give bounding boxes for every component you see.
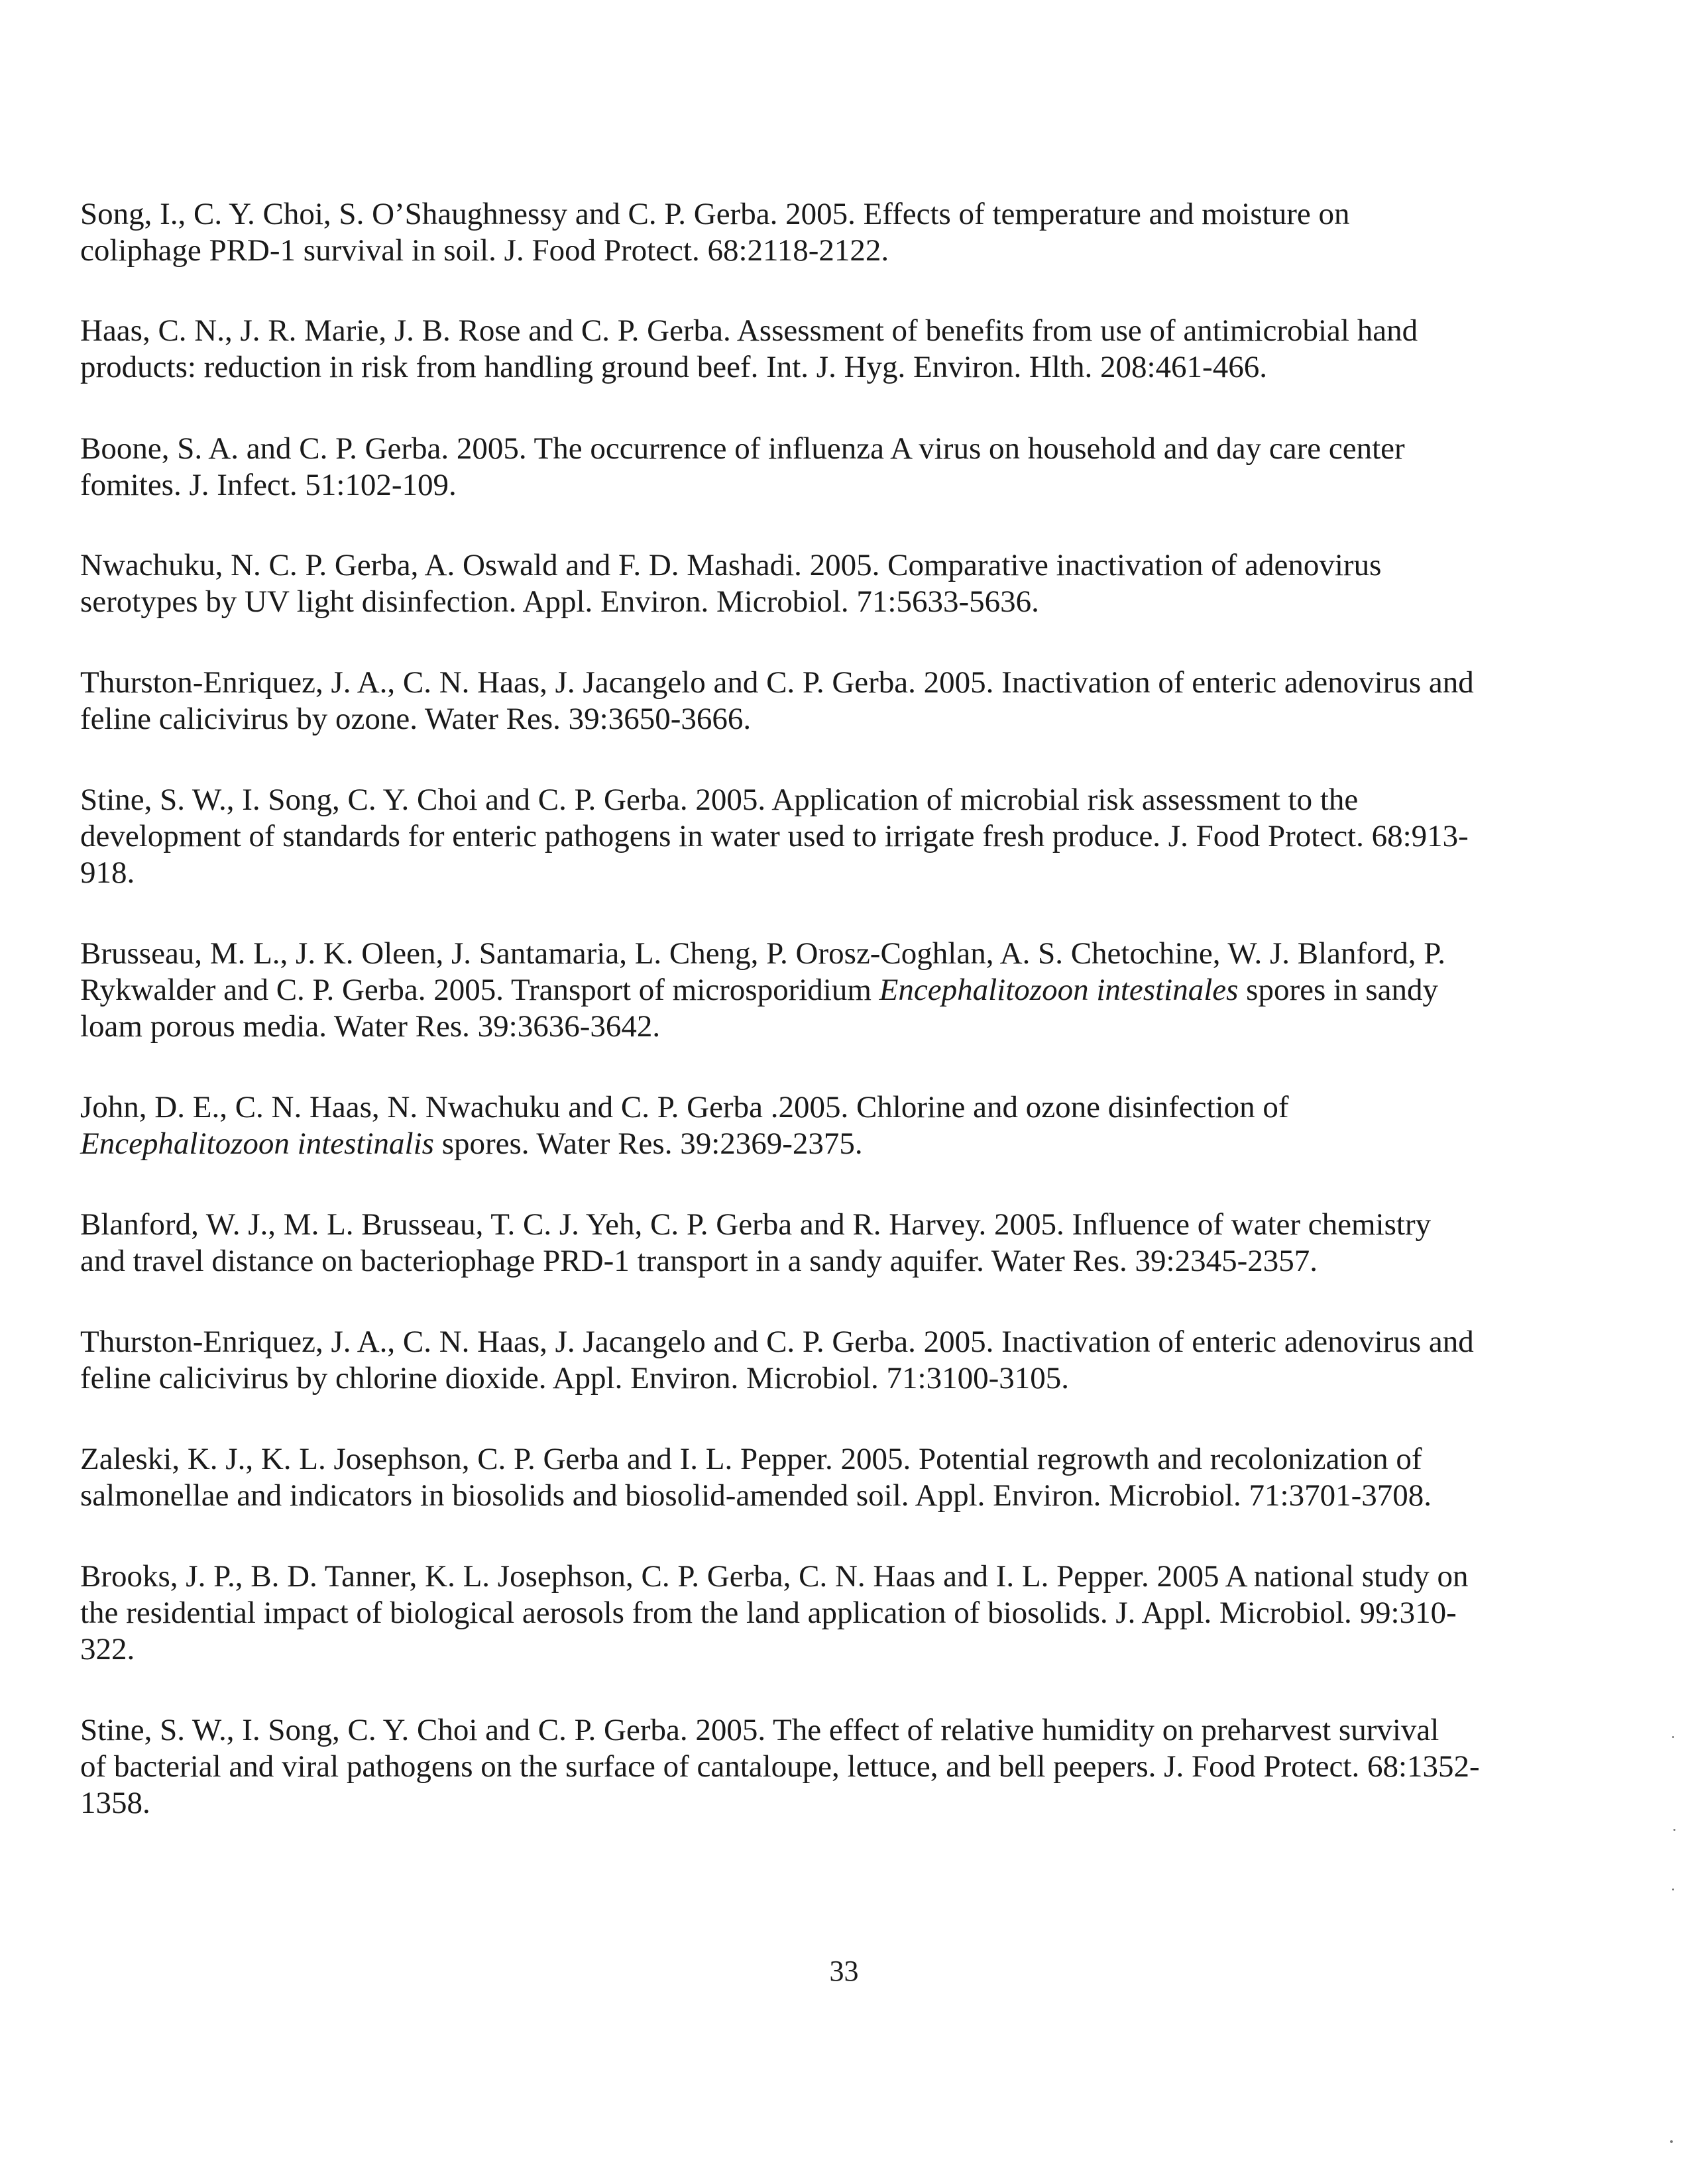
reference-entry [80, 1558, 1571, 1668]
reference-line-part: Rykwalder and C. P. Gerba. 2005. Transport of microsporidium [80, 973, 879, 1007]
scan-speck [1673, 1829, 1675, 1831]
reference-line: John, D. E., C. N. Haas, N. Nwachuku and C. P. Gerba .2005. Chlorine and ozone disinfection of [80, 1090, 1289, 1124]
reference-line: 322. [80, 1632, 135, 1666]
reference-line: Brusseau, M. L., J. K. Oleen, J. Santamaria, L. Cheng, P. Orosz-Coghlan, A. S. Chetochine, W. J. Blanford, P. [80, 936, 1445, 971]
reference-entry [80, 665, 1571, 737]
reference-entry [80, 547, 1571, 620]
reference-entry [80, 1089, 1571, 1162]
reference-line: 918. [80, 855, 135, 890]
reference-line: 1358. [80, 1786, 150, 1820]
scan-speck [1670, 2140, 1673, 2143]
reference-line: Stine, S. W., I. Song, C. Y. Choi and C. P. Gerba. 2005. Application of microbial risk assessment to the [80, 783, 1359, 817]
reference-line: Nwachuku, N. C. P. Gerba, A. Oswald and F. D. Mashadi. 2005. Comparative inactivation of adenovirus [80, 548, 1382, 582]
reference-line: Boone, S. A. and C. P. Gerba. 2005. The occurrence of influenza A virus on household and day care center [80, 431, 1405, 466]
reference-entry [80, 782, 1571, 891]
page-number: 33 [829, 1955, 859, 1987]
reference-line: feline calicivirus by ozone. Water Res. 39:3650-3666. [80, 702, 752, 736]
reference-entry [80, 431, 1571, 504]
reference-line: serotypes by UV light disinfection. Appl. Environ. Microbiol. 71:5633-5636. [80, 584, 1039, 619]
reference-line: Thurston-Enriquez, J. A., C. N. Haas, J. Jacangelo and C. P. Gerba. 2005. Inactivation of enteric adenovirus and [80, 1325, 1474, 1359]
reference-entry [80, 196, 1571, 269]
scan-speck [1672, 1888, 1674, 1890]
reference-entry [80, 1712, 1571, 1822]
reference-entry [80, 313, 1571, 386]
species-name-italic: Encephalitozoon intestinales [879, 973, 1239, 1007]
reference-line: feline calicivirus by chlorine dioxide. Appl. Environ. Microbiol. 71:3100-3105. [80, 1361, 1069, 1395]
reference-line: salmonellae and indicators in biosolids and biosolid-amended soil. Appl. Environ. Microbiol. 71:3701-3708. [80, 1478, 1432, 1513]
reference-line: Thurston-Enriquez, J. A., C. N. Haas, J. Jacangelo and C. P. Gerba. 2005. Inactivation of enteric adenovirus and [80, 665, 1474, 700]
reference-entry [80, 1441, 1571, 1514]
reference-entry [80, 1207, 1571, 1280]
reference-line: products: reduction in risk from handling ground beef. Int. J. Hyg. Environ. Hlth. 208:461-466. [80, 350, 1267, 384]
reference-line-part: spores. Water Res. 39:2369-2375. [433, 1126, 863, 1161]
reference-line: Blanford, W. J., M. L. Brusseau, T. C. J. Yeh, C. P. Gerba and R. Harvey. 2005. Influence of water chemistry [80, 1207, 1432, 1242]
reference-line: Haas, C. N., J. R. Marie, J. B. Rose and C. P. Gerba. Assessment of benefits from use of antimicrobial hand [80, 313, 1418, 348]
reference-line: Zaleski, K. J., K. L. Josephson, C. P. Gerba and I. L. Pepper. 2005. Potential regrowth and recolonization of [80, 1442, 1422, 1476]
reference-line: and travel distance on bacteriophage PRD-1 transport in a sandy aquifer. Water Res. 39:2345-2357. [80, 1244, 1318, 1278]
reference-line: Brooks, J. P., B. D. Tanner, K. L. Josephson, C. P. Gerba, C. N. Haas and I. L. Pepper. 2005 A national study on [80, 1559, 1469, 1594]
reference-line-part: spores in sandy [1238, 973, 1438, 1007]
species-name-italic: Encephalitozoon intestinalis [80, 1126, 434, 1161]
reference-line: fomites. J. Infect. 51:102-109. [80, 468, 457, 502]
reference-line: coliphage PRD-1 survival in soil. J. Food Protect. 68:2118-2122. [80, 233, 889, 268]
reference-entry [80, 936, 1571, 1045]
reference-line: loam porous media. Water Res. 39:3636-3642. [80, 1009, 661, 1044]
reference-line: of bacterial and viral pathogens on the surface of cantaloupe, lettuce, and bell peepers. J. Food Protect. 68:1352- [80, 1749, 1480, 1784]
reference-line: Song, I., C. Y. Choi, S. O’Shaughnessy and C. P. Gerba. 2005. Effects of temperature and moisture on [80, 197, 1350, 231]
reference-line: the residential impact of biological aerosols from the land application of biosolids. J. Appl. Microbiol. 99:310- [80, 1596, 1457, 1630]
reference-entry [80, 1324, 1571, 1397]
reference-line: development of standards for enteric pathogens in water used to irrigate fresh produce. J. Food Protect. 68:913- [80, 819, 1469, 853]
scan-speck [1672, 1736, 1674, 1738]
reference-line: Stine, S. W., I. Song, C. Y. Choi and C. P. Gerba. 2005. The effect of relative humidity on preharvest survival [80, 1713, 1439, 1747]
